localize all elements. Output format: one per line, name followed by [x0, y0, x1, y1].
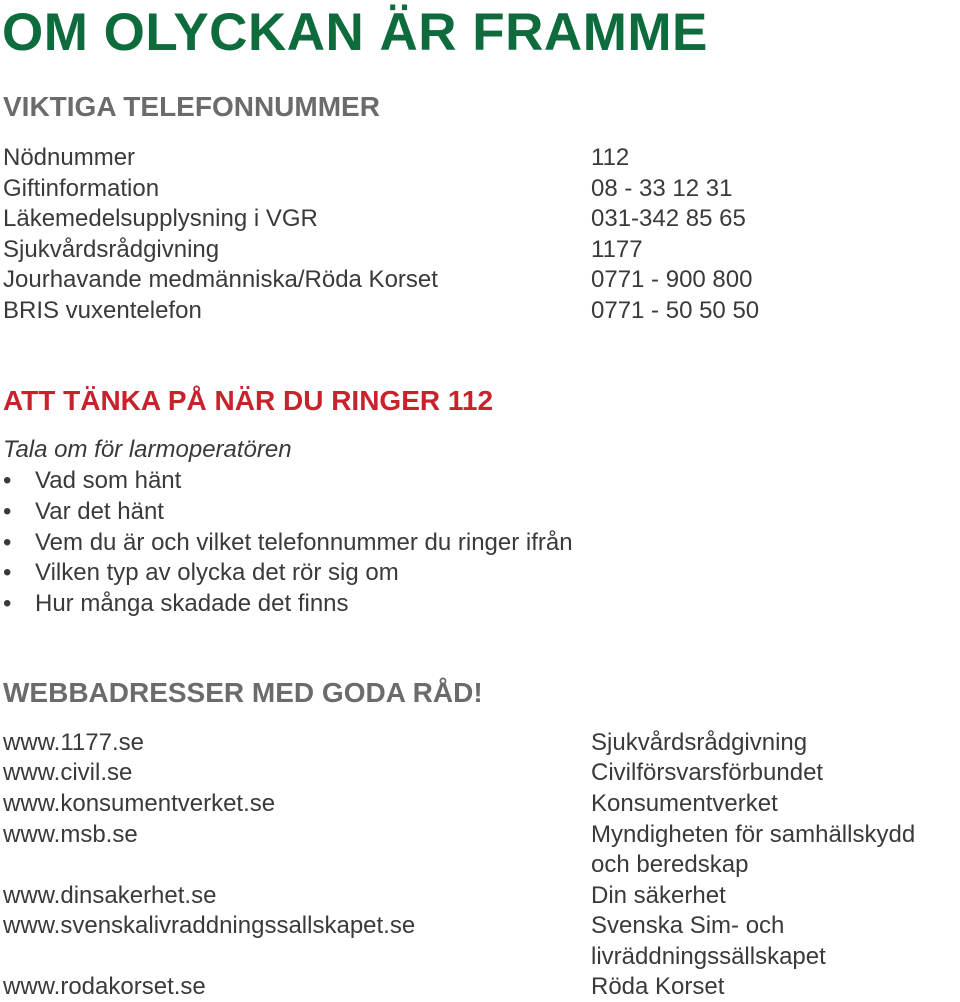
website-link[interactable]: www.civil.se — [3, 759, 133, 786]
website-link[interactable]: www.1177.se — [3, 729, 144, 756]
website-link[interactable]: www.svenskalivraddningssallskapet.se — [3, 912, 416, 939]
website-description: Civilförsvarsförbundet — [591, 759, 824, 786]
list-item-text: Vilken typ av olycka det rör sig om — [35, 559, 399, 586]
bullet-icon: • — [3, 467, 12, 494]
website-link[interactable]: www.msb.se — [3, 821, 138, 848]
list-item-text: Var det hänt — [35, 498, 164, 525]
phone-number: 08 - 33 12 31 — [591, 175, 733, 202]
phone-name: Nödnummer — [3, 144, 136, 171]
website-description: Myndigheten för samhällskydd — [591, 821, 916, 848]
website-link[interactable]: www.dinsakerhet.se — [3, 882, 217, 909]
phone-name: Giftinformation — [3, 175, 160, 202]
list-item-text: Vad som hänt — [35, 467, 182, 494]
phone-number: 112 — [591, 144, 630, 171]
bullet-icon: • — [3, 559, 12, 586]
bullet-icon: • — [3, 498, 12, 525]
website-description: Röda Korset — [591, 973, 725, 1000]
emergency-intro: Tala om för larmoperatören — [3, 436, 292, 463]
website-description: Sjukvårdsrådgivning — [591, 729, 808, 756]
website-description-continued: livräddningssällskapet — [591, 943, 826, 970]
websites-heading: WEBBADRESSER MED GODA RÅD! — [3, 677, 483, 708]
bullet-icon: • — [3, 529, 12, 556]
website-description: Din säkerhet — [591, 882, 726, 909]
phones-heading: VIKTIGA TELEFONNUMMER — [3, 91, 380, 122]
list-item-text: Hur många skadade det finns — [35, 590, 349, 617]
phone-name: Jourhavande medmänniska/Röda Korset — [3, 266, 438, 293]
website-description-continued: och beredskap — [591, 851, 749, 878]
website-link[interactable]: www.rodakorset.se — [3, 973, 206, 1000]
website-description: Konsumentverket — [591, 790, 778, 817]
phone-number: 1177 — [591, 236, 643, 263]
list-item-text: Vem du är och vilket telefonnummer du ringer ifrån — [35, 529, 573, 556]
phone-name: Läkemedelsupplysning i VGR — [3, 205, 318, 232]
emergency-heading: ATT TÄNKA PÅ NÄR DU RINGER 112 — [3, 385, 494, 416]
website-link[interactable]: www.konsumentverket.se — [3, 790, 276, 817]
website-description: Svenska Sim- och — [591, 912, 785, 939]
page-title: OM OLYCKAN ÄR FRAMME — [2, 3, 708, 62]
phone-number: 0771 - 900 800 — [591, 266, 753, 293]
phone-name: BRIS vuxentelefon — [3, 297, 202, 324]
phone-name: Sjukvårdsrådgivning — [3, 236, 220, 263]
phone-number: 031-342 85 65 — [591, 205, 746, 232]
bullet-icon: • — [3, 590, 12, 617]
phone-number: 0771 - 50 50 50 — [591, 297, 760, 324]
